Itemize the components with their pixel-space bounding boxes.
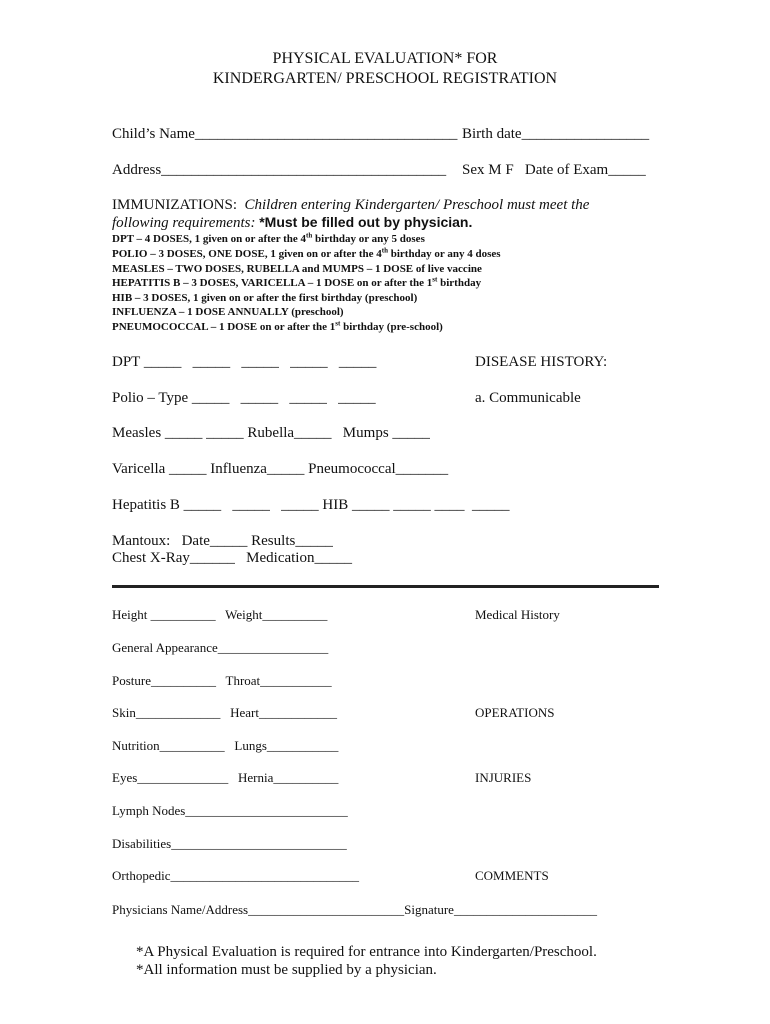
requirement-dpt-text-b: birthday or any 5 doses <box>312 233 425 245</box>
requirement-pneumococcal <box>112 321 443 333</box>
requirement-polio-text-b: birthday or any 4 doses <box>387 248 501 260</box>
section-divider <box>112 585 659 588</box>
disabilities-field[interactable]: Disabilities___________________________ <box>112 836 347 851</box>
physician-required-note: *Must be filled out by physician. <box>259 214 473 230</box>
footer-note-physician: *All information must be supplied by a physician. <box>136 962 437 978</box>
varicella-record-field[interactable]: Varicella _____ Influenza_____ Pneumococcal_______ <box>112 461 449 477</box>
general-appearance-field[interactable]: General Appearance_________________ <box>112 640 329 655</box>
requirement-influenza: INFLUENZA – 1 DOSE ANNUALLY (preschool) <box>112 306 344 318</box>
immunizations-intro-line2 <box>112 214 472 232</box>
requirement-pneumococcal-text-b: birthday (pre-school) <box>340 321 443 333</box>
address-field[interactable]: Address______________________________________ <box>112 162 447 178</box>
immunizations-intro-2: following requirements: <box>112 215 256 231</box>
hepatitis-hib-record-field[interactable]: Hepatitis B _____ _____ _____ HIB _____ _____ ____ _____ <box>112 497 510 513</box>
communicable-label: a. Communicable <box>475 390 581 406</box>
disease-history-heading: DISEASE HISTORY: <box>475 354 608 370</box>
requirement-measles: MEASLES – TWO DOSES, RUBELLA and MUMPS – 1 DOSE of live vaccine <box>112 263 482 275</box>
requirement-dpt <box>112 233 425 245</box>
skin-heart-field[interactable]: Skin_____________ Heart____________ <box>112 705 337 720</box>
form-title-line2: KINDERGARTEN/ PRESCHOOL REGISTRATION <box>212 70 558 87</box>
requirement-dpt-text: DPT – 4 DOSES, 1 given on or after the 4 <box>112 233 307 245</box>
requirement-polio-sup: th <box>381 246 388 255</box>
immunizations-label: IMMUNIZATIONS: <box>112 197 237 213</box>
requirement-hib: HIB – 3 DOSES, 1 given on or after the first birthday (preschool) <box>112 292 418 304</box>
birth-date-field[interactable]: Birth date_________________ <box>462 126 650 142</box>
requirement-pneumococcal-sup: st <box>335 319 341 328</box>
requirement-polio-text: POLIO – 3 DOSES, ONE DOSE, 1 given on or after the 4 <box>112 248 382 260</box>
eyes-hernia-field[interactable]: Eyes______________ Hernia__________ <box>112 770 339 785</box>
polio-record-field[interactable]: Polio – Type _____ _____ _____ _____ <box>112 390 376 406</box>
footer-note-requirement: *A Physical Evaluation is required for entrance into Kindergarten/Preschool. <box>136 944 597 960</box>
requirement-hepatitis <box>112 277 481 289</box>
physician-signature-field[interactable]: Physicians Name/Address________________________Signature______________________ <box>112 902 597 917</box>
injuries-label: INJURIES <box>475 770 532 785</box>
medical-history-label: Medical History <box>475 607 560 622</box>
height-weight-field[interactable]: Height __________ Weight__________ <box>112 607 328 622</box>
orthopedic-field[interactable]: Orthopedic_____________________________ <box>112 868 359 883</box>
dpt-record-field[interactable]: DPT _____ _____ _____ _____ _____ <box>112 354 377 370</box>
comments-label: COMMENTS <box>475 868 549 883</box>
mantoux-field[interactable]: Mantoux: Date_____ Results_____ <box>112 533 333 549</box>
immunizations-heading <box>112 197 589 214</box>
requirement-dpt-sup: th <box>306 231 313 240</box>
operations-label: OPERATIONS <box>475 705 555 720</box>
requirement-hepatitis-text-b: birthday <box>437 277 482 289</box>
lymph-nodes-field[interactable]: Lymph Nodes_________________________ <box>112 803 348 818</box>
requirement-hepatitis-sup: st <box>432 275 438 284</box>
nutrition-lungs-field[interactable]: Nutrition__________ Lungs___________ <box>112 738 339 753</box>
immunizations-intro: Children entering Kindergarten/ Preschool must meet the <box>244 197 590 213</box>
form-title-line1: PHYSICAL EVALUATION* FOR <box>272 50 498 67</box>
sex-date-of-exam-field[interactable]: Sex M F Date of Exam_____ <box>462 162 646 178</box>
requirement-hepatitis-text: HEPATITIS B – 3 DOSES, VARICELLA – 1 DOSE on or after the 1 <box>112 277 433 289</box>
measles-record-field[interactable]: Measles _____ _____ Rubella_____ Mumps _____ <box>112 425 430 441</box>
requirement-polio <box>112 248 501 260</box>
child-name-field[interactable]: Child’s Name___________________________________ <box>112 126 458 142</box>
chest-xray-field[interactable]: Chest X-Ray______ Medication_____ <box>112 550 352 566</box>
posture-throat-field[interactable]: Posture__________ Throat___________ <box>112 673 332 688</box>
requirement-pneumococcal-text: PNEUMOCOCCAL – 1 DOSE on or after the 1 <box>112 321 336 333</box>
